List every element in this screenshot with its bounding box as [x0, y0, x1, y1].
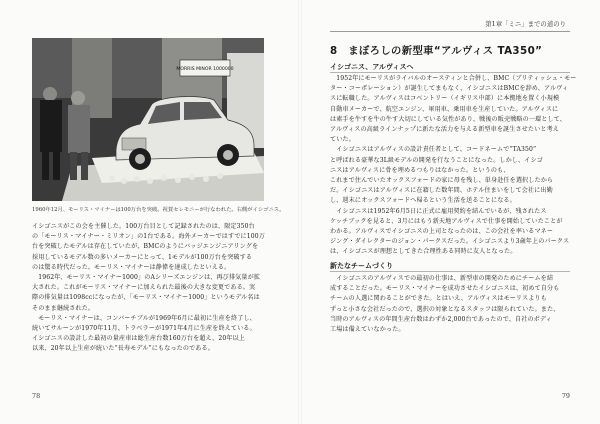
page-number-left: 78 [32, 392, 41, 400]
right-body-section1 [330, 74, 580, 258]
paragraph-line: は、イシゴニスが理想としてきた合理性ある同時に友人となった。 [330, 248, 517, 256]
subhead-rule [330, 72, 570, 73]
paragraph-line: 以来、20年以上生産が続いた“長寿モデル”にもなったのである。 [32, 345, 214, 353]
paragraph-line: ター・コーポレーション）が誕生してまもなく、イシゴニスはBMCを辞め、アルヴィ [330, 85, 569, 93]
section-title: 8 まぼろしの新型車“アルヴィス TA350” [330, 45, 543, 57]
paragraph-line: モーリス・マイナーは、コンバーチブルが1969年6月に最初に生産を終了し、 [32, 314, 256, 322]
paragraph-line: ニスはアルヴィスに骨を埋めるつもりはなかった。というのも、 [330, 166, 510, 174]
paragraph-line: チームの人選に関わることができた。とはいえ、アルヴィスはモーリスよりも [330, 295, 547, 303]
paragraph-line: ていた。 [330, 136, 355, 144]
paragraph-line: ジング・ダイレクターのジョン・パークスだった。イシゴニスより3歳年上のパークス [330, 238, 570, 246]
paragraph-line: 1962年、モーリス・マイナー1000」のAシリーズエンジンは、再び排気量が拡 [32, 274, 261, 282]
paragraph-line: し、週末にオックスフォードへ帰るという生活を送ることになる。 [330, 197, 516, 205]
paragraph-line: イシゴニスがこの会を主催した。100万台目として記録されたのは、限定350台 [32, 223, 255, 230]
paragraph-line: 当時のアルヴィスの年間生産台数はわずか2,000台であったので、自社のボディ [330, 315, 552, 323]
paragraph-line: イシゴニスの設計した最初の量産車は総生産台数160万台を超え、20年以上 [32, 335, 245, 343]
paragraph-line: アルヴィスの高級ラインナップに新たな活力を与える新型車を誕生させたいと考え [330, 126, 559, 134]
paragraph-line: イシゴニスは1952年6月5日に正式に雇用契約を結んでいるが、残されたス [330, 207, 547, 215]
paragraph-line: 大された。これがモーリス・マイナーに加えられた最後の大きな変更である。実 [32, 284, 256, 292]
right-body-section2 [330, 274, 580, 335]
car-photo-illustration [32, 38, 264, 201]
photo-sign-text: MORRIS MINOR 1000000 [176, 67, 234, 72]
left-body-text [32, 222, 282, 355]
paragraph-line: と呼ばれる豪華な3L級モデルの開発を行なうことになった。しかし、イシゴ [330, 156, 543, 164]
subhead-alvis: イシゴニス、アルヴィスへ [330, 63, 414, 71]
paragraph-line: イシゴニスのアルヴィスでの最初の仕事は、新型車の開発のためにチームを結 [330, 275, 554, 282]
paragraph-line: 自動車メーカーで、航空エンジン、軍用車、乗用車を生産していた。アルヴィスに [330, 105, 559, 113]
paragraph-line: 際の排気量は1098ccになったが、「モーリス・マイナー1000」というモデル名は [32, 294, 260, 302]
paragraph-line: は素手を牛すを牛の牛す大切にしている気性があり、戦後の販売戦略の一環として、 [330, 115, 566, 123]
photo-caption: 1960年12月、モーリス・マイナーは100万台を突破。祝賀セレモニーが行なわれた。右側がイシゴニス。 [32, 207, 285, 213]
paragraph-line: の「モーリス・マイナー・ミリオン」の1台である。海外メーカーではすでに100万 [32, 233, 265, 241]
header-rule [330, 31, 570, 32]
paragraph-line: のは驚る時代だった。モーリス・マイナーは静偉を達成したといえる。 [32, 263, 231, 271]
page-number-right: 79 [561, 392, 570, 400]
car-photo [32, 38, 264, 201]
subhead-team: 新たなチームづくり [330, 262, 393, 270]
paragraph-line: ずっと小さな会社だったので、選択の対象となるスタッフは限られていた。また、 [330, 305, 560, 313]
paragraph-line: そのまま継続された。 [32, 304, 95, 312]
paragraph-line: イシゴニスはアルヴィスの設計責任者として、コードネームで“TA350” [330, 146, 537, 154]
paragraph-line: 続いてサルーンが1970年11月、トラベラーが1971年4月に生産を終えている。 [32, 325, 256, 333]
paragraph-line: 成することだった。モーリス・マイナーを成功させたイシゴニスは、初めて自分も [330, 285, 560, 293]
paragraph-line: だ。イシゴニスはアルヴィスに在籍した数年間、ホテル住まいをして会社に出勤 [330, 187, 553, 195]
paragraph-line: 1952年にモーリスがライバルのオースティンと合併し、BMC（ブリティッシュ・モー [330, 75, 577, 82]
running-head: 第1章「ミニ」までの道のり [485, 20, 566, 28]
paragraph-line: スに転職した。アルヴィスはコベントリー（イギリス中部）に本拠地を置く小規模 [330, 95, 560, 103]
paragraph-line: 採用しているモデル数の多いメーカーにとって、1モデルが100万台を突破する [32, 253, 253, 261]
subhead-rule [330, 271, 570, 272]
paragraph-line: 工場は備えていなかった。 [330, 326, 405, 334]
paragraph-line: 台を突破したモデルは存在していたが、BMCのようにバッジエンジニアリングを [32, 243, 259, 251]
right-page [300, 0, 600, 424]
paragraph-line: わかる。アルヴィスでイシゴニスの上司となったのは、この会社を率いるマネー [330, 228, 554, 236]
paragraph-line: ケッチブックを見ると、3月にはもう新天地アルヴィスで仕事を開始していたことが [330, 217, 563, 225]
paragraph-line: これまで住んでいたオックスフォードの家に母を残し、単身赴任を選択したから [330, 177, 554, 185]
